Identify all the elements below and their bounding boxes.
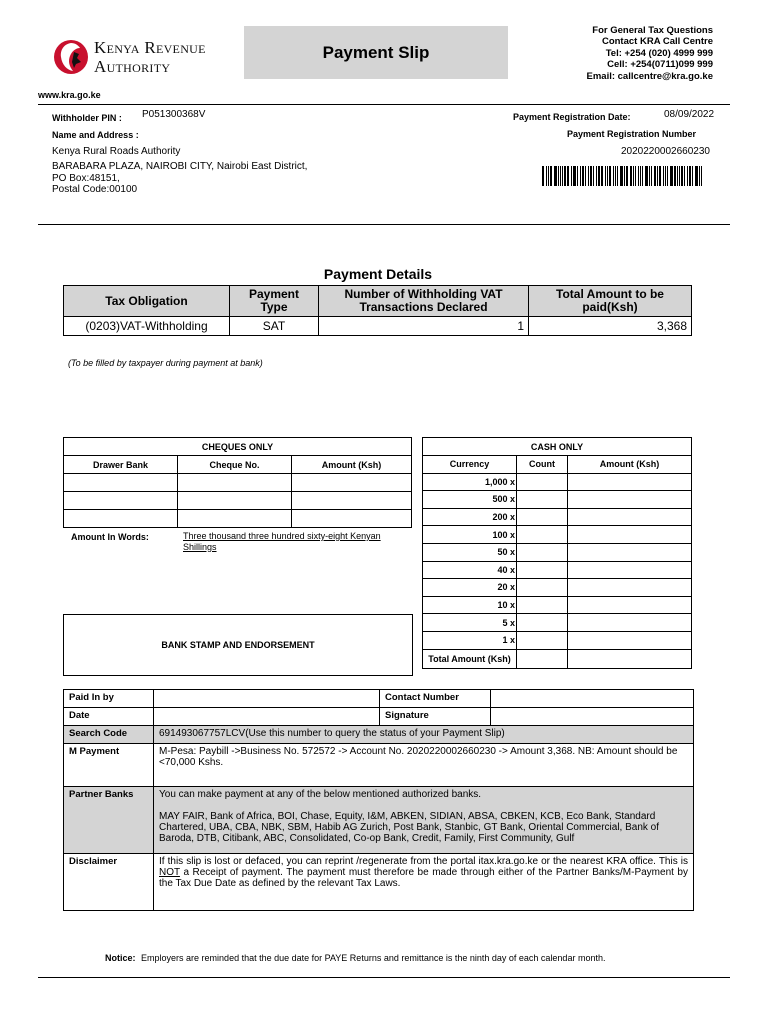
disclaimer-text: If this slip is lost or defaced, you can reprint /regenerate from the portal itax.kra.go.ke or the nearest KRA office. This is (159, 856, 688, 867)
drawer-bank-cell[interactable] (64, 492, 178, 510)
cash-row (423, 491, 692, 509)
contact-number-label: Contact Number (380, 690, 491, 708)
denomination-cell: 200 x (423, 508, 517, 526)
barcode-bar (593, 166, 594, 186)
barcode-bar (601, 166, 603, 186)
barcode-bar (567, 166, 569, 186)
cash-row (423, 614, 692, 632)
contact-line: Tel: +254 (020) 4999 999 (605, 47, 713, 59)
total-count-cell[interactable] (517, 649, 568, 668)
divider (38, 977, 730, 978)
col-header: Total Amount to be paid(Ksh) (529, 286, 692, 317)
table-row (64, 726, 694, 744)
table-row (64, 744, 694, 787)
bank-stamp-label: BANK STAMP AND ENDORSEMENT (161, 640, 315, 650)
table-title-row (64, 438, 412, 456)
date-field[interactable] (154, 708, 380, 726)
cash-row (423, 631, 692, 649)
divider (38, 224, 730, 225)
table-header-row (64, 286, 692, 317)
fill-note: (To be filled by taxpayer during payment at bank) (68, 358, 263, 368)
col-header: Number of Withholding VAT Transactions Declared (319, 286, 529, 317)
amount-cell[interactable] (292, 474, 412, 492)
denomination-cell: 10 x (423, 596, 517, 614)
amount-cell[interactable] (568, 473, 692, 491)
barcode-bar (654, 166, 656, 186)
partner-banks-list: MAY FAIR, Bank of Africa, BOI, Chase, Equity, I&M, ABKEN, SIDIAN, ABSA, CBKEN, KCB, Eco Bank, Standard Chartered, UBA, CBA, NBK, SBM, Habib AG Zurich, Post Bank, Stanbic, GT Bank, Oriental Commercial, Bank of Baroda, DTB, Citibank, ABC, Consolidated, Co-op Bank, Credit, Family, First Community, Gulf (159, 811, 660, 844)
website-link[interactable]: www.kra.go.ke (38, 90, 101, 100)
reg-number-label: Payment Registration Number (567, 129, 697, 139)
denomination-cell: 50 x (423, 543, 517, 561)
barcode-bar (642, 166, 643, 186)
barcode-bar (580, 166, 581, 186)
col-header: Cheque No. (178, 456, 292, 474)
barcode (542, 166, 704, 186)
contact-line: For General Tax Questions (592, 25, 713, 36)
cash-row (423, 579, 692, 597)
col-header: Currency (423, 456, 517, 474)
table-row (64, 492, 412, 510)
denomination-cell: 1,000 x (423, 473, 517, 491)
count-cell[interactable] (517, 473, 568, 491)
table-row (64, 690, 694, 708)
logo-line-2: Authority (94, 57, 171, 76)
cash-row (423, 526, 692, 544)
total-row (423, 649, 692, 668)
partner-banks-intro: You can make payment at any of the below mentioned authorized banks. (159, 789, 482, 800)
barcode-bar (699, 166, 700, 186)
drawer-bank-cell[interactable] (64, 474, 178, 492)
table-row (64, 708, 694, 726)
col-header: Tax Obligation (64, 286, 230, 317)
barcode-bar (577, 166, 578, 186)
barcode-bar (649, 166, 650, 186)
table-row (64, 787, 694, 854)
barcode-bar (692, 166, 693, 186)
barcode-bar (681, 166, 683, 186)
table-title-row (423, 438, 692, 456)
payment-details-table (63, 285, 692, 336)
barcode-bar (635, 166, 636, 186)
cheque-no-cell[interactable] (178, 474, 292, 492)
reg-number-value: 2020220002660230 (621, 146, 710, 157)
barcode-bar (585, 166, 586, 186)
table-header-row (64, 456, 412, 474)
divider (38, 104, 730, 105)
contact-line: Email: callcentre@kra.go.ke (586, 70, 713, 82)
barcode-bar (564, 166, 566, 186)
reg-date-value: 08/09/2022 (664, 109, 715, 120)
payment-type-cell: SAT (230, 317, 319, 336)
cash-row (423, 596, 692, 614)
amount-cell[interactable] (568, 491, 692, 509)
barcode-bar (640, 166, 642, 186)
barcode-bar (630, 166, 632, 186)
count-cell[interactable] (517, 579, 568, 597)
amount-cell[interactable] (292, 510, 412, 528)
contact-number-field[interactable] (491, 690, 694, 708)
amount-cell[interactable] (568, 614, 692, 632)
pin-value: P051300368V (142, 109, 206, 120)
amount-cell[interactable] (568, 561, 692, 579)
col-header: Amount (Ksh) (568, 456, 692, 474)
amount-cell[interactable] (568, 596, 692, 614)
notice-label: Notice: (105, 953, 136, 963)
barcode-bar (560, 166, 561, 186)
disclaimer-label: Disclaimer (64, 854, 154, 911)
logo-wordmark (94, 38, 206, 76)
barcode-bar (701, 166, 702, 186)
signature-field[interactable] (491, 708, 694, 726)
table-row (64, 474, 412, 492)
barcode-bar (665, 166, 666, 186)
notice-text: Employers are reminded that the due date for PAYE Returns and remittance is the ninth day of each calendar month. (141, 953, 606, 963)
m-payment-value: M-Pesa: Paybill ->Business No. 572572 -> Account No. 2020220002660230 -> Amount 3,368. NB: Amount should be <70,000 Kshs. (154, 744, 694, 787)
barcode-bar (613, 166, 614, 186)
address-line: Postal Code:00100 (52, 184, 138, 195)
barcode-bar (573, 166, 576, 186)
amount-cell[interactable] (568, 579, 692, 597)
denomination-cell: 20 x (423, 579, 517, 597)
count-cell[interactable] (517, 543, 568, 561)
cash-row (423, 508, 692, 526)
table-header-row (423, 456, 692, 474)
denomination-cell: 500 x (423, 491, 517, 509)
paid-in-by-field[interactable] (154, 690, 380, 708)
total-amount-cell[interactable] (568, 649, 692, 668)
denomination-cell: 40 x (423, 561, 517, 579)
barcode-bar (677, 166, 678, 186)
disclaimer-text: a Receipt of payment. The payment must therefore be made through either of the Partner Banks/M-Payment by the Tax Due Date as defined by the relevant Tax Laws. (159, 867, 688, 889)
lion-emblem-icon (52, 34, 90, 80)
total-amount-cell: 3,368 (529, 317, 692, 336)
cheque-no-cell[interactable] (178, 510, 292, 528)
paid-in-by-label: Paid In by (64, 690, 154, 708)
total-label: Total Amount (Ksh) (423, 649, 517, 668)
count-cell[interactable] (517, 508, 568, 526)
transactions-cell: 1 (319, 317, 529, 336)
partner-banks-value (154, 787, 694, 854)
cheque-no-cell[interactable] (178, 492, 292, 510)
barcode-bar (550, 166, 552, 186)
address-line: BARABARA PLAZA, NAIROBI CITY, Nairobi East District, (52, 161, 308, 172)
barcode-bar (638, 166, 639, 186)
drawer-bank-cell[interactable] (64, 510, 178, 528)
search-code-label: Search Code (64, 726, 154, 744)
denomination-cell: 100 x (423, 526, 517, 544)
barcode-bar (657, 166, 658, 186)
count-cell[interactable] (517, 526, 568, 544)
barcode-bar (684, 166, 685, 186)
barcode-bar (687, 166, 688, 186)
cash-row (423, 543, 692, 561)
disclaimer-value (154, 854, 694, 911)
name-value: Kenya Rural Roads Authority (52, 146, 181, 157)
barcode-bar (548, 166, 549, 186)
barcode-bar (609, 166, 611, 186)
notice (105, 953, 605, 963)
contact-block (587, 25, 714, 82)
barcode-bar (542, 166, 544, 186)
barcode-bar (546, 166, 547, 186)
barcode-bar (695, 166, 698, 186)
disclaimer-not: NOT (159, 867, 180, 878)
cash-title: CASH ONLY (423, 438, 692, 456)
cash-row (423, 473, 692, 491)
barcode-bar (596, 166, 597, 186)
page-title: Payment Slip (244, 26, 508, 79)
barcode-bar (571, 166, 572, 186)
payer-info-table (63, 689, 694, 911)
count-cell[interactable] (517, 614, 568, 632)
barcode-bar (620, 166, 623, 186)
amount-cell[interactable] (568, 526, 692, 544)
barcode-bar (645, 166, 648, 186)
table-row (64, 510, 412, 528)
barcode-bar (626, 166, 628, 186)
count-cell[interactable] (517, 631, 568, 649)
cheques-table (63, 437, 412, 528)
barcode-bar (582, 166, 584, 186)
barcode-bar (651, 166, 652, 186)
barcode-bar (558, 166, 559, 186)
contact-line: Contact KRA Call Centre (601, 36, 713, 48)
payment-details-title: Payment Details (323, 266, 433, 282)
logo-line-1: Kenya Revenue (94, 38, 206, 57)
col-header: Payment Type (230, 286, 319, 317)
barcode-bar (605, 166, 606, 186)
barcode-bar (679, 166, 680, 186)
barcode-bar (588, 166, 589, 186)
pin-label: Withholder PIN : (52, 113, 122, 123)
col-header: Count (517, 456, 568, 474)
count-cell[interactable] (517, 596, 568, 614)
barcode-bar (562, 166, 563, 186)
barcode-bar (615, 166, 616, 186)
barcode-bar (633, 166, 634, 186)
col-header: Amount (Ksh) (292, 456, 412, 474)
denomination-cell: 5 x (423, 614, 517, 632)
barcode-bar (617, 166, 618, 186)
barcode-bar (667, 166, 668, 186)
amount-cell[interactable] (568, 631, 692, 649)
amount-cell[interactable] (568, 508, 692, 526)
amount-words-value: Three thousand three hundred sixty-eight Kenyan Shillings (183, 531, 381, 552)
col-header: Drawer Bank (64, 456, 178, 474)
cash-table (422, 437, 692, 669)
search-code-value: 691493067757LCV(Use this number to query the status of your Payment Slip) (154, 726, 694, 744)
bank-stamp-box (63, 614, 413, 676)
m-payment-label: M Payment (64, 744, 154, 787)
amount-cell[interactable] (292, 492, 412, 510)
contact-line: Cell: +254(0711)099 999 (607, 59, 713, 71)
amount-words-label: Amount In Words: (71, 532, 149, 542)
barcode-bar (554, 166, 557, 186)
barcode-bar (663, 166, 664, 186)
table-row (64, 854, 694, 911)
barcode-bar (607, 166, 608, 186)
table-row (64, 317, 692, 336)
reg-date-label: Payment Registration Date: (513, 112, 631, 122)
barcode-bar (689, 166, 691, 186)
count-cell[interactable] (517, 561, 568, 579)
address-line: PO Box:48151, (52, 173, 120, 184)
partner-banks-label: Partner Banks (64, 787, 154, 854)
name-label: Name and Address : (52, 130, 139, 140)
barcode-bar (590, 166, 592, 186)
tax-obligation-cell: (0203)VAT-Withholding (64, 317, 230, 336)
signature-label: Signature (380, 708, 491, 726)
amount-cell[interactable] (568, 543, 692, 561)
date-label: Date (64, 708, 154, 726)
barcode-bar (674, 166, 676, 186)
count-cell[interactable] (517, 491, 568, 509)
denomination-cell: 1 x (423, 631, 517, 649)
barcode-bar (598, 166, 601, 186)
kra-logo (52, 32, 242, 82)
cheques-title: CHEQUES ONLY (64, 438, 412, 456)
barcode-bar (659, 166, 661, 186)
cash-row (423, 561, 692, 579)
barcode-bar (670, 166, 673, 186)
barcode-bar (624, 166, 625, 186)
